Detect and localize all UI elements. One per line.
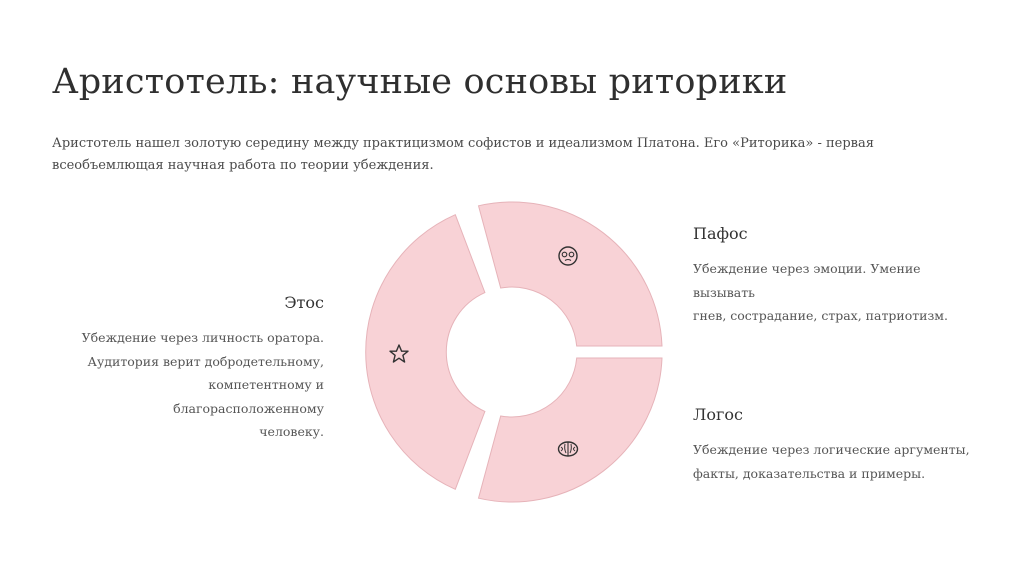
ethos-line-4: человеку.	[259, 424, 324, 439]
pathos-block	[693, 224, 983, 328]
ethos-description	[64, 326, 324, 444]
logos-description	[693, 438, 983, 485]
pathos-heading: Пафос	[693, 224, 748, 243]
ring-diagram	[340, 180, 684, 524]
page-title: Аристотель: научные основы риторики	[52, 62, 788, 102]
ethos-heading: Этос	[284, 293, 324, 312]
ethos-segment	[366, 215, 485, 490]
ethos-block	[64, 293, 324, 444]
ethos-line-2: Аудитория верит добродетельному,	[87, 353, 324, 369]
intro-text: Аристотель нашел золотую середину между практицизмом софистов и идеализмом Платона. Его «Риторика» - первая всеобъемлющая научная работа по теории убеждения.	[52, 136, 874, 173]
ethos-line-1: Убеждение через личность оратора.	[81, 330, 324, 345]
ethos-line-3: компетентному и благорасположенному	[173, 377, 324, 416]
pathos-segment	[479, 202, 663, 346]
logos-heading: Логос	[693, 405, 743, 424]
logos-segment	[479, 358, 663, 502]
logos-block	[693, 405, 983, 485]
pathos-line-2: гнев, сострадание, страх, патриотизм.	[693, 308, 948, 323]
pathos-line-1: Убеждение через эмоции. Умение вызывать	[693, 261, 921, 300]
logos-line-1: Убеждение через логические аргументы,	[693, 442, 970, 457]
logos-line-2: факты, доказательства и примеры.	[693, 465, 926, 481]
pathos-description	[693, 257, 983, 328]
